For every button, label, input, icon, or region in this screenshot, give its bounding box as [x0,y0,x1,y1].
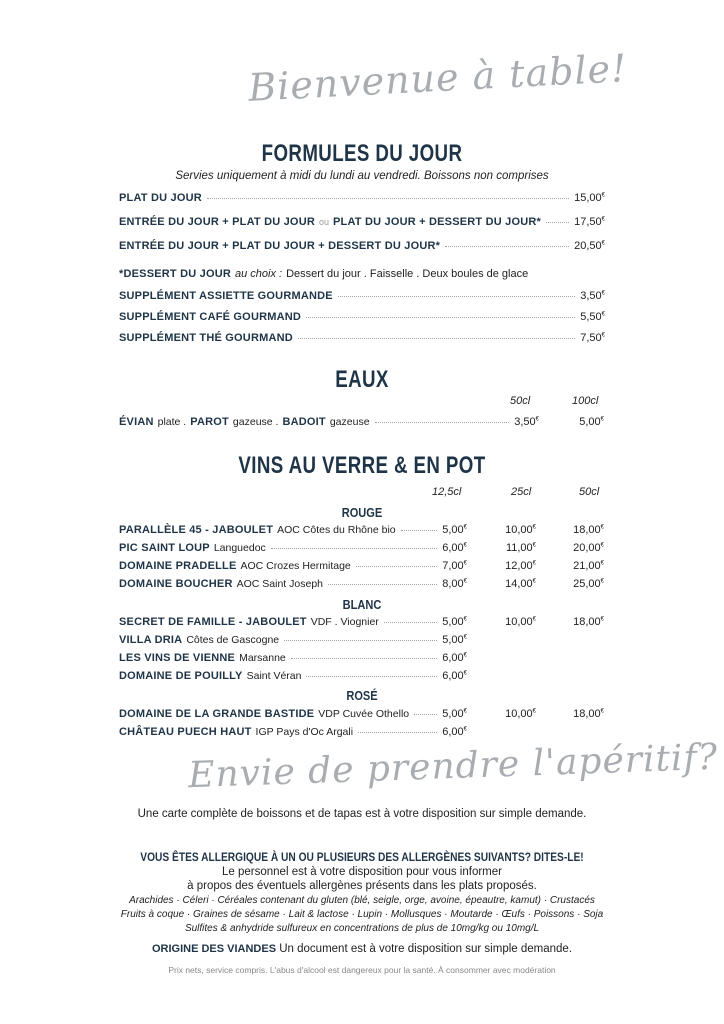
supplement-price: 5,50€ [580,311,605,323]
formule-entree-plat-ou-plat-dessert [119,216,605,228]
dot-leader [358,732,437,733]
dot-leader [306,676,437,677]
formule-name: ENTRÉE DU JOUR + PLAT DU JOUR [119,216,315,228]
wine-appellation: AOC Crozes Hermitage [240,560,351,572]
dessert-label: *DESSERT DU JOUR [119,268,231,280]
wine-appellation: AOC Saint Joseph [236,578,324,590]
eaux-col-100cl: 100cl [572,395,599,407]
supplement-the [119,332,605,344]
wine-row [119,560,467,572]
wine-price-50cl: 21,00€ [573,560,604,572]
dot-leader [306,317,575,318]
wine-row [119,542,467,554]
carte-text: Une carte complète de boissons et de tapas est à votre disposition sur simple demande. [137,808,587,820]
wine-price-50cl: 20,00€ [573,542,604,554]
dot-leader [356,566,437,567]
allergy-list-1: Arachides · Céleri · Céréales contenant du gluten (blé, seigle, orge, avoine, épeautre, kamut) · Crustacés [129,895,595,906]
wine-price-25cl: 10,00€ [505,708,536,720]
wine-price-12-5cl: 6,00€ [442,726,467,738]
supplement-name: SUPPLÉMENT CAFÉ GOURMAND [119,311,302,323]
wine-price-25cl: 10,00€ [505,524,536,536]
origine-line [0,943,724,955]
wine-name: LES VINS DE VIENNE [119,652,236,664]
water-parot-type: gazeuse . [232,416,279,428]
wine-price-12-5cl: 6,00€ [442,652,467,664]
wine-appellation: VDF . Viognier [310,616,379,628]
wine-name: PARALLÈLE 45 - JABOULET [119,524,274,536]
formule-name: PLAT DU JOUR [119,192,202,204]
vins-col-12-5cl: 12,5cl [432,486,462,498]
aperitif-script-title: Envie de prendre l'apéritif? [187,736,719,797]
supplement-price: 3,50€ [580,290,605,302]
formule-or: ou [318,217,329,227]
dot-leader [384,622,437,623]
formule-price: 17,50€ [574,216,605,228]
origine-label: ORIGINE DES VIANDES [151,943,277,955]
vins-title: VINS AU VERRE & EN POT [238,452,486,479]
eaux-price-100cl: 5,00€ [579,416,604,428]
formules-title: FORMULES DU JOUR [261,140,463,167]
supplement-assiette [119,290,605,302]
wine-row [119,708,467,720]
dot-leader [328,584,437,585]
formule-price: 20,50€ [574,240,605,252]
dot-leader [271,548,437,549]
water-badoit: BADOIT [282,416,326,428]
wine-row [119,670,467,682]
formules-subtitle: Servies uniquement à midi du lundi au vendredi. Boissons non comprises [175,170,549,182]
wine-row [119,652,467,664]
wine-price-12-5cl: 5,00€ [442,708,467,720]
footer-note: Prix nets, service compris. L'abus d'alcool est dangereux pour la santé. À consommer avec modération [168,965,556,975]
wine-row [119,726,467,738]
wine-price-12-5cl: 7,00€ [442,560,467,572]
wine-row [119,524,467,536]
dot-leader [401,530,438,531]
formule-plat-du-jour [119,192,605,204]
allergy-list-2: Fruits à coque · Graines de sésame · Lait & lactose · Lupin · Mollusques · Moutarde · Œufs · Poissons · Soja [120,909,604,920]
wine-name: DOMAINE DE LA GRANDE BASTIDE [119,708,315,720]
wine-appellation: IGP Pays d'Oc Argali [255,726,354,738]
formule-name: ENTRÉE DU JOUR + PLAT DU JOUR + DESSERT DU JOUR* [119,240,441,252]
dot-leader [546,222,569,223]
dot-leader [284,640,437,641]
wine-price-25cl: 11,00€ [505,542,536,554]
wine-appellation: Saint Véran [246,670,302,682]
wine-price-12-5cl: 8,00€ [442,578,467,590]
wine-price-50cl: 18,00€ [573,708,604,720]
wine-price-50cl: 18,00€ [573,616,604,628]
wine-appellation: Côtes de Gascogne [186,634,280,646]
wine-name: VILLA DRIA [119,634,183,646]
vins-col-50cl: 50cl [579,486,600,498]
rose-heading: ROSÉ [346,688,378,703]
formule-price: 15,00€ [574,192,605,204]
wine-price-25cl: 12,00€ [505,560,536,572]
wine-price-25cl: 10,00€ [505,616,536,628]
wine-appellation: AOC Côtes du Rhône bio [277,524,396,536]
wine-row [119,578,467,590]
dessert-du-jour-note [119,268,528,280]
wine-price-12-5cl: 5,00€ [442,524,467,536]
welcome-script-title: Bienvenue à table! [247,46,629,110]
wine-price-25cl: 14,00€ [505,578,536,590]
wine-appellation: Languedoc [213,542,266,554]
wine-price-12-5cl: 6,00€ [442,542,467,554]
wine-name: PIC SAINT LOUP [119,542,210,554]
water-evian-type: plate . [157,416,187,428]
wine-price-12-5cl: 6,00€ [442,670,467,682]
eaux-price-50cl: 3,50€ [514,416,539,428]
wine-price-12-5cl: 5,00€ [442,616,467,628]
formule-entree-plat-dessert [119,240,605,252]
eaux-title: EAUX [335,366,389,393]
dot-leader [298,338,575,339]
dessert-choice: au choix : [235,268,283,280]
water-parot: PAROT [190,416,229,428]
eaux-row [119,416,539,428]
wine-price-12-5cl: 5,00€ [442,634,467,646]
wine-appellation: Marsanne [239,652,286,664]
dot-leader [207,198,569,199]
wine-appellation: VDP Cuvée Othello [318,708,410,720]
wine-price-50cl: 18,00€ [573,524,604,536]
dot-leader [291,658,437,659]
blanc-heading: BLANC [342,597,382,612]
dot-leader [338,296,575,297]
wine-name: DOMAINE BOUCHER [119,578,233,590]
origine-text: Un document est à votre disposition sur simple demande. [279,943,573,955]
wine-name: DOMAINE PRADELLE [119,560,237,572]
supplement-price: 7,50€ [580,332,605,344]
allergy-line-1: Le personnel est à votre disposition pour vous informer [222,866,502,878]
allergy-list-3: Sulfites & anhydride sulfureux en concentrations de plus de 10mg/kg ou 10mg/L [184,923,540,934]
dot-leader [445,246,569,247]
water-evian: ÉVIAN [119,416,154,428]
dot-leader [414,714,437,715]
eaux-col-50cl: 50cl [510,395,531,407]
allergy-line-2: à propos des éventuels allergènes présents dans les plats proposés. [187,880,537,892]
supplement-name: SUPPLÉMENT THÉ GOURMAND [119,332,293,344]
wine-name: SECRET DE FAMILLE - JABOULET [119,616,307,628]
wine-name: CHÂTEAU PUECH HAUT [119,726,252,738]
rouge-heading: ROUGE [341,505,383,520]
wine-price-50cl: 25,00€ [573,578,604,590]
wine-row [119,616,467,628]
water-badoit-type: gazeuse [329,416,370,428]
wine-name: DOMAINE DE POUILLY [119,670,243,682]
dessert-options: Dessert du jour . Faisselle . Deux boules de glace [286,268,529,280]
supplement-name: SUPPLÉMENT ASSIETTE GOURMANDE [119,290,333,302]
dot-leader [375,422,510,423]
wine-row [119,634,467,646]
supplement-cafe [119,311,605,323]
vins-col-25cl: 25cl [511,486,532,498]
allergy-title: VOUS ÊTES ALLERGIQUE À UN OU PLUSIEURS DES ALLERGÈNES SUIVANTS? DITES-LE! [140,850,584,864]
formule-name-2: PLAT DU JOUR + DESSERT DU JOUR* [333,216,541,228]
